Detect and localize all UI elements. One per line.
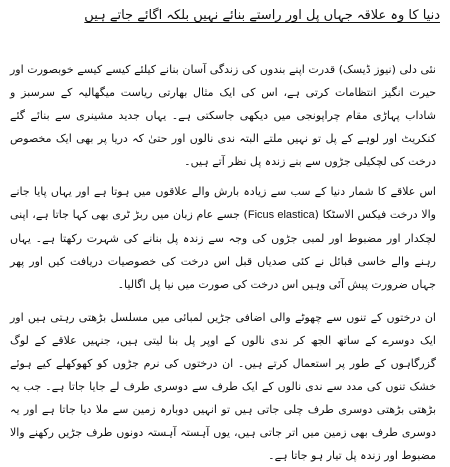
article-paragraph-1: نئی دلی (نیوز ڈیسک) قدرت اپنے بندوں کی زندگی آسان بنانے کیلئے کیسے کیسے خوبصورت اور حیرت انگیز انتظامات کرتی ہے، اس کی ایک مثال بھارتی ریاست میگھالیہ کے سرسبز و شاداب پہاڑی مقام چراپونجی میں دیکھی جاسکتی ہے۔ یہاں جدید مشینری سے بنائے گئے کنکریٹ اور لوہے کے پل تو نہیں ملتے البتہ ندی نالوں اور حتیٰ کہ دریا پر بھی ایک مخصوص درخت کی لچکیلی جڑوں سے بنے زندہ پل نظر آتے ہیں۔ — [10, 63, 436, 168]
article-paragraph-2 — [10, 180, 436, 296]
article-paragraph-3: ان درختوں کے تنوں سے چھوٹے والی اضافی جڑیں لمبائی میں مسلسل بڑھتی رہتی ہیں اور ایک دوسرے کے ساتھ الجھ کر ندی نالوں کے اوپر پل بنا لیتی ہیں، جنہیں علاقے کے لوگ گزرگاہوں کے طور پر استعمال کرتے ہیں۔ ان درختوں کی نرم جڑوں کو کھوکھلے کیے ہوئے خشک تنوں کی مدد سے ندی نالوں کے ایک طرف سے دوسری طرف لے جایا جاتا ہے۔ جب یہ بڑھتی بڑھتی دوسری طرف چلی جاتی ہیں تو انہیں دوبارہ زمین سے ملا دیا جاتا ہے اور یہ دوسری طرف بھی زمین میں اتر جاتی ہیں، یوں آہستہ آہستہ دونوں طرف جڑیں رکھنے والا مضبوط اور زندہ پل تیار ہو جاتا ہے۔ — [10, 311, 436, 462]
paragraph-2-text-end: ) جسے عام زبان میں ربڑ ٹری بھی کہا جاتا ہے، اپنی لچکدار اور مضبوط اور لمبی جڑوں کی وجہ سے زندہ پل بنانے کی شہرت رکھتا ہے۔ یہاں رہنے والے خاسی قبائل نے کئی صدیاں قبل اس درخت کی خصوصیات دریافت کیں اور پھر جہاں ضرورت پیش آئی وہیں اس درخت کی صورت میں نیا پل اگالیا۔ — [10, 208, 436, 291]
article-title: دنیا کا وہ علاقہ جہاں پل اور راستے بنائے نہیں بلکہ اگائے جاتے ہیں — [84, 8, 440, 23]
latin-species-name: Ficus elastica — [247, 209, 315, 221]
paragraph-2-text-start: اس علاقے کا شمار دنیا کے سب سے زیادہ بارش والے علاقوں میں ہوتا ہے اور یہاں پایا جانے والا درخت فیکس الاسٹکا ( — [10, 185, 436, 221]
